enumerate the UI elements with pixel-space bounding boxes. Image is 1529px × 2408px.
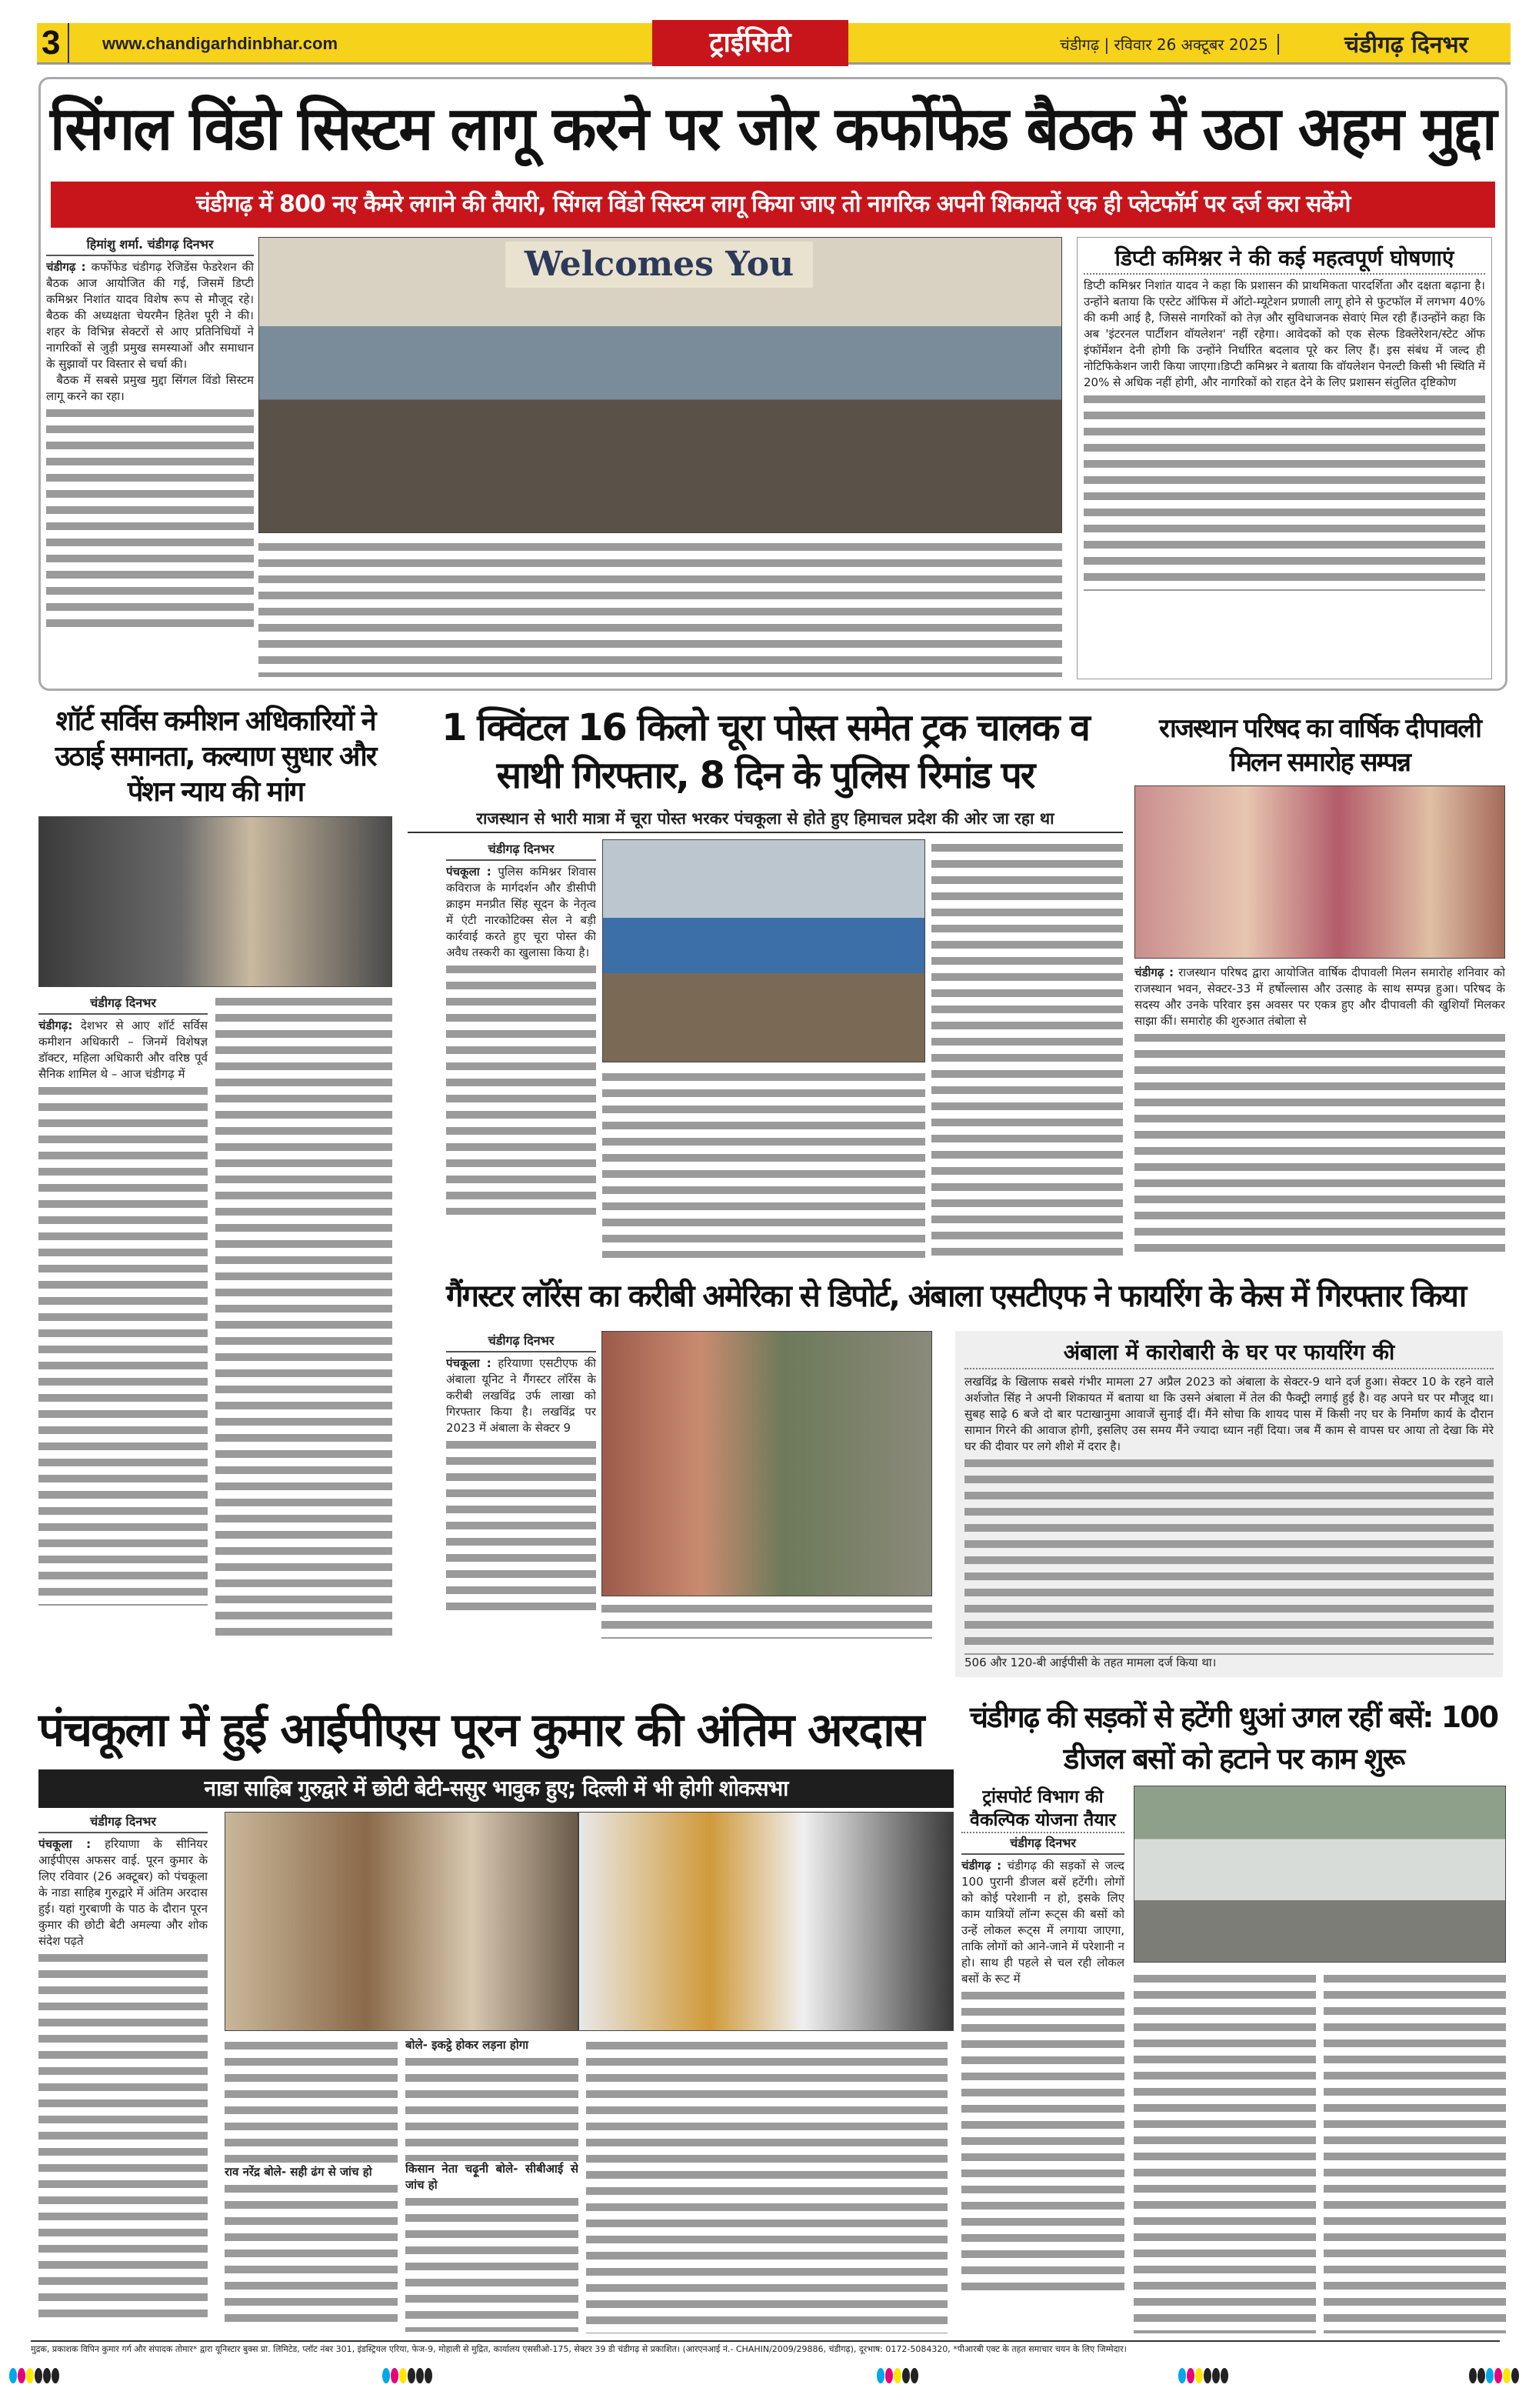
truck-photo [602,839,925,1062]
byline: चंडीगढ़ दिनभर [38,1812,208,1833]
truck-story [408,704,1123,1258]
section-label: ट्राईसिटी [652,20,848,66]
bus-col-3 [1324,1970,1506,2333]
lead-subhead-band [51,182,1495,228]
article-subhead: किसान नेता चढ़ूनी बोले- सीबीआई से जांच हो [405,2162,578,2192]
registration-marks [1178,2368,1229,2386]
dateline: चंडीगढ़ : [961,1859,1002,1873]
lead-body-columns [258,539,1062,677]
article-text: हरियाणा एसटीएफ की अंबाला यूनिट ने गैंगस्टर लॉरेंस के करीबी लखविंद्र उर्फ लाखा को गिरफ्तार किया है। लखविंद्र पर 2023 में अंबाला के सेक्टर 9 [446,1356,596,1435]
byline: चंडीगढ़ दिनभर [38,993,208,1015]
issue-date: चंडीगढ़ | रविवार 26 अक्टूबर 2025 [1060,34,1279,55]
truck-columns [408,839,1123,1258]
truck-headline: 1 क्विंटल 16 किलो चूरा पोस्त समेत ट्रक चालक व साथी गिरफ्तार, 8 दिन के पुलिस रिमांड पर [441,706,1089,797]
ssc-photo [38,816,392,987]
byline: हिमांशु शर्मा. चंडीगढ़ दिनभर [46,235,254,256]
ips-col-2 [225,2037,398,2333]
dateline: पंचकूला : [38,1837,92,1851]
byline: चंडीगढ़ दिनभर [446,839,596,861]
ips-headline-box [38,1696,954,1764]
ssc-story [38,704,392,1639]
gangster-headline: गैंगस्टर लॉरेंस का करीबी अमेरिका से डिपोर्ट, अंबाला एसटीएफ ने फायरिंग के केस में गिरफ्तार किया [446,1279,1466,1314]
ambala-firing-box [955,1331,1503,1677]
ips-headline: पंचकूला में हुई आईपीएस पूरन कुमार की अंतिम अरदास [38,1703,924,1757]
registration-marks [1469,2368,1520,2386]
box-text: लखविंद्र के खिलाफ सबसे गंभीर मामला 27 अप्रैल 2023 को अंबाला के सेक्टर-9 थाने दर्ज हुआ। सेक्टर 10 के रहने वाले अर्शजोत सिंह ने अपनी शिकायत में बताया था कि उसने अंबाला में तेल की फैक्ट्री लगाई हुई है। वह अपने घर पर मौजूद था। सुबह साढ़े 6 बजे दो बार पटाखानुमा आवाजें सुनाई दीं। मैंने सोचा कि शायद पास में किसी नए घर के निर्माण कार्य के दौरान सामान गिरने की आवाज होगी, इसलिए उस समय मैंने ज्यादा ध्यान नहीं दिया। जब मैं काम से वापस घर आया तो देखा कि मेरे घर की दीवार पर लगे शीशे में दरार है। [964,1375,1494,1453]
gangster-headline-box [446,1273,1506,1319]
article-text: कर्फोफेड चंडीगढ़ रेजिडेंस फेडरेशन की बैठक आज आयोजित की गई, जिसमें डिप्टी कमिश्नर निशांत यादव विशेष रूप से मौजूद रहे। बैठक की अध्यक्षता चेयरमैन हितेश पूरी ने की। शहर के विभिन्न सेक्टरों से आए प्रतिनिधियों ने नागरिकों से जुड़ी प्रमुख समस्याओं और समाधान के सुझावों पर विस्तार से चर्चा की। [46,260,254,371]
ips-photo-2 [578,1812,954,2031]
ips-subhead: नाडा साहिब गुरुद्वारे में छोटी बेटी-ससुर भावुक हुए; दिल्ली में भी होगी शोकसभा [204,1776,788,1801]
bus-body [961,1786,1506,2333]
ssc-columns [38,993,392,1639]
truck-col-3 [931,839,1123,1258]
truck-subhead-box [408,805,1123,833]
article-text: राजस्थान परिषद द्वारा आयोजित वार्षिक दीपावली मिलन समारोह शनिवार को राजस्थान भवन, सेक्टर-33 में हर्षोल्लास और उत्साह के साथ सम्पन्न हुआ। परिषद के सदस्य और उनके परिवार इस अवसर पर एकत्र हुए और दीपावली की खुशियाँ मिलकर साझा कीं। समारोह की शुरुआत तंबोला से [1134,966,1505,1028]
registration-marks [382,2368,433,2386]
bus-col-1 [961,1786,1124,2333]
dateline: चंडीगढ़: [38,1019,73,1032]
brand-name: चंडीगढ़ दिनभर [1344,32,1468,58]
dateline: पंचकूला : [446,865,491,879]
ips-photo-1 [225,1812,578,2031]
photo-banner: Welcomes You [505,242,813,288]
dc-announcements-box [1077,237,1492,679]
article-text: हरियाणा के सीनियर आईपीएस अफसर वाई. पूरन कुमार के लिए रविवार (26 अक्टूबर) को पंचकूला के नाडा साहिब गुरुद्वारे में अंतिम अरदास हुई। यहां गुरबाणी के पाठ के दौरान पूरन कुमार की छोटी बेटी अमल्या और शोक संदेश पढ़ते [38,1837,208,1948]
article-subhead: बोले- इकट्ठे होकर लड़ना होगा [405,2038,529,2052]
gangster-col-2 [601,1600,932,1639]
lead-headline: सिंगल विंडो सिस्टम लागू करने पर जोर कर्फोफेड बैठक में उठा अहम मुद्दा [50,95,1496,164]
truck-col-2-text [602,1069,925,1258]
rajasthan-story [1134,712,1505,1259]
bus-story [961,1696,1506,2333]
dateline: पंचकूला : [446,1356,491,1370]
dateline: चंडीगढ़ : [1134,966,1174,979]
rajasthan-headline: राजस्थान परिषद का वार्षिक दीपावली मिलन समारोह सम्पन्न [1159,713,1481,778]
ips-subhead-band [38,1769,954,1808]
page-number: 3 [42,23,69,63]
registration-marks [877,2368,919,2386]
bus-right [1134,1786,1506,2333]
bus-headline: चंडीगढ़ की सड़कों से हटेंगी धुआं उगल रहीं बसें: 100 डीजल बसों को हटाने पर काम शुरू [969,1700,1498,1776]
box-title: अंबाला में कारोबारी के घर पर फायरिंग की [964,1337,1494,1369]
box-text: डिप्टी कमिश्नर निशांत यादव ने कहा कि प्रशासन की प्राथमिकता पारदर्शिता और दक्षता बढ़ाना है। उन्होंने बताया कि एस्टेट ऑफिस में ऑटो-म्यूटेशन प्रणाली लागू होने से फुटफॉल में लगभग 40% की कमी आई है, जिससे नागरिकों को तेज़ और सुविधाजनक सेवाएं मिल रही हैं।उन्होंने कहा कि अब 'इंटरनल पार्टीशन वॉयलेशन' नहीं रहेगा। आवेदकों को एक सेल्फ डिक्लेरेशन/स्टेट ऑफ इंफॉर्मेशन देनी होगी कि उन्होंने निर्धारित बदलाव पूरे कर लिए हैं। इस संबंध में जल्द ही नोटिफिकेशन जारी किया जाएगा।डिप्टी कमिश्नर ने बताया कि वॉयलेशन पेनल्टी किसी भी स्थिति में 20% से अधिक नहीं होगी, और नागरिकों को राहत देने के लिए प्रशासन संतुलित दृष्टिकोण [1084,278,1485,389]
byline: चंडीगढ़ दिनभर [961,1833,1124,1855]
box-title: डिप्टी कमिश्नर ने की कई महत्वपूर्ण घोषणाएं [1084,244,1485,275]
truck-col-2 [602,839,925,1258]
ips-col-4 [586,2037,948,2333]
article-text: बैठक में सबसे प्रमुख मुद्दा सिंगल विंडो सिस्टम लागू करने का रहा। [46,373,254,403]
imprint-line: मुद्रक, प्रकाशक विपिन कुमार गर्ग और संपादक तोमार* द्वारा यूनिस्टार बुक्स प्रा. लिमिटेड, प्लॉट नंबर 301, इंडस्ट्रियल एरिया, फेज-9, मोहाली से मुद्रित, कार्यालय एससीओ-175, सेक्टर 39 डी चंडीगढ़ से प्रकाशित। (आरएनआई नं.- CHAHIN/2009/29886, चंडीगढ़), दूरभाष: 0172-5084320, *पीआरबी एक्ट के तहत समाचार चयन के लिए जिम्मेदार। [31,2344,1127,2354]
article-text: पुलिस कमिश्नर शिवास कविराज के मार्गदर्शन और डीसीपी क्राइम मनप्रीत सिंह सूदन के नेतृत्व में एंटी नारकोटिक्स सेल ने बड़ी कार्रवाई करते हुए चूरा पोस्त की अवैध तस्करी का खुलासा किया है। [446,865,596,959]
registration-marks [9,2368,60,2386]
lead-col-1 [46,235,254,681]
bus-subhead: ट्रांसपोर्ट विभाग की वैकल्पिक योजना तैयार [961,1786,1124,1833]
lead-photo [258,237,1062,533]
lead-headline-box [50,86,1496,172]
gangster-photo [601,1331,932,1596]
gangster-col-1 [446,1331,596,1639]
article-text: चंडीगढ़ की सड़कों से जल्द 100 पुरानी डीजल बसें हटेंगी। लोगों को कोई परेशानी न हो, इसके लिए काम यात्रियों लॉन्ग रूट्स की बसों को उन्हें लोकल रूट्स में लगाया जाएगा, ताकि लोगों को आने-जाने में परेशानी न हो। साथ ही पहले से चल रही लोकल बसों के रूट में [961,1859,1124,1986]
dateline: चंडीगढ़ : [46,260,86,274]
ips-col-1 [38,1812,208,2335]
ssc-col-2 [215,993,392,1639]
ssc-headline: शॉर्ट सर्विस कमीशन अधिकारियों ने उठाई समानता, कल्याण सुधार और पेंशन न्याय की मांग [55,705,376,808]
bus-col-2 [1134,1970,1316,2333]
lead-subhead: चंडीगढ़ में 800 नए कैमरे लगाने की तैयारी, सिंगल विंडो सिस्टम लागू किया जाए तो नागरिक अपनी शिकायतें एक ही प्लेटफॉर्म पर दर्ज करा सकेंगे [195,191,1351,218]
bus-photo [1134,1786,1506,1963]
truck-subhead: राजस्थान से भारी मात्रा में चूरा पोस्त भरकर पंचकूला से होते हुए हिमाचल प्रदेश की ओर जा रहा था [476,809,1054,828]
masthead-bar [37,23,1511,65]
rajasthan-photo [1134,785,1505,959]
box-text: 506 और 120-बी आईपीसी के तहत मामला दर्ज किया था। [964,1656,1217,1669]
article-text: देशभर से आए शॉर्ट सर्विस कमीशन अधिकारी – जिनमें विशेषज्ञ डॉक्टर, महिला अधिकारी और वरिष्ठ पूर्व सैनिक शामिल थे – आज चंडीगढ़ में [38,1019,208,1081]
byline: चंडीगढ़ दिनभर [446,1331,596,1352]
ssc-col-1 [38,993,208,1639]
imprint-box [31,2340,1500,2357]
ips-col-3 [405,2037,578,2333]
article-subhead: राव नरेंद्र बोले- सही ढंग से जांच हो [225,2165,372,2179]
truck-col-1 [446,839,596,1258]
website-link[interactable]: www.chandigarhdinbhar.com [102,34,338,53]
